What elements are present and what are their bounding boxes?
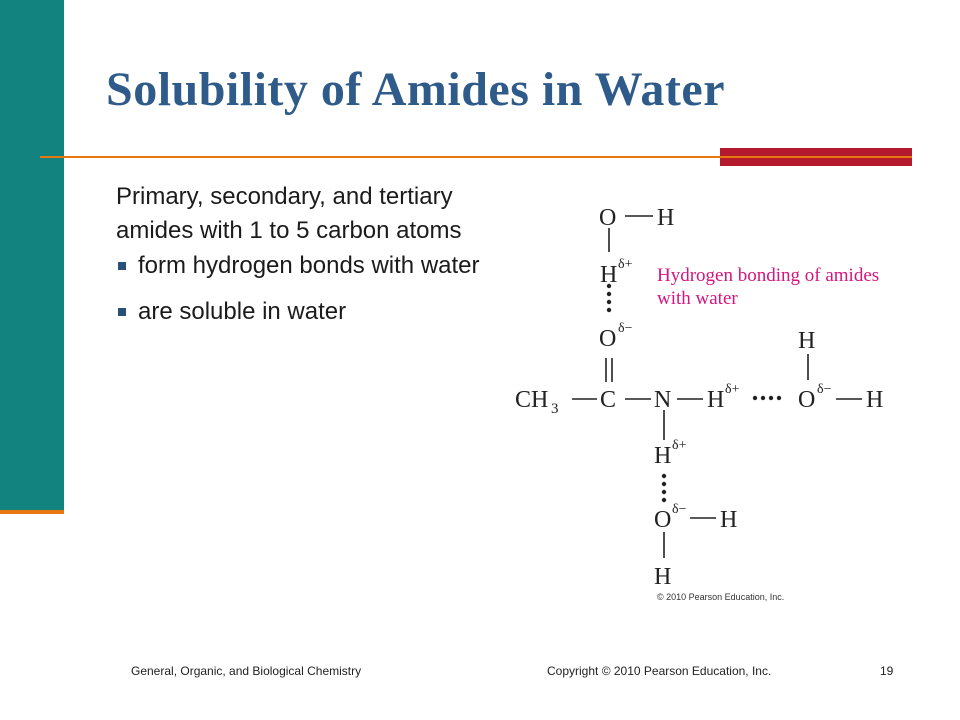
sidebar-accent-base xyxy=(0,510,64,514)
hydrogen-bond-dots xyxy=(607,284,781,502)
diagram-caption-line-1: Hydrogen bonding of amides xyxy=(657,265,880,286)
atom-label: H xyxy=(866,387,884,413)
partial-charge-label: δ+ xyxy=(618,257,633,272)
bullet-square-icon xyxy=(118,262,126,270)
slide-body xyxy=(116,180,516,342)
atom-label: N xyxy=(654,387,672,413)
atom-label: H xyxy=(654,564,672,590)
footer-copyright: Copyright © 2010 Pearson Education, Inc. xyxy=(547,664,772,678)
atom-label: H xyxy=(654,443,672,469)
partial-charge-label: δ− xyxy=(817,382,832,397)
bullet-list xyxy=(116,250,516,328)
partial-charge-label: δ+ xyxy=(725,382,740,397)
subscript-label: 3 xyxy=(551,401,559,417)
atom-label: H xyxy=(600,262,618,288)
diagram-credit: © 2010 Pearson Education, Inc. xyxy=(657,592,785,602)
title-divider-accent-line xyxy=(720,156,912,158)
intro-text: Primary, secondary, and tertiary amides with 1 to 5 carbon atoms xyxy=(116,183,462,244)
footer-page-number: 19 xyxy=(880,664,894,678)
structure-svg xyxy=(505,188,950,608)
slide-title: Solubility of Amides in Water xyxy=(106,63,726,116)
diagram-caption-line-2: with water xyxy=(657,288,738,309)
atom-label: CH xyxy=(515,387,549,413)
bullet-item xyxy=(116,296,516,328)
atom-label: O xyxy=(798,387,816,413)
atom-label: H xyxy=(707,387,725,413)
atom-label: H xyxy=(798,328,816,354)
atom-label: C xyxy=(600,387,617,413)
atom-label: O xyxy=(599,326,617,352)
bullet-square-icon xyxy=(118,308,126,316)
atom-label: H xyxy=(657,205,675,231)
bullet-text: are soluble in water xyxy=(138,298,347,325)
bullet-item xyxy=(116,250,516,282)
atom-label: H xyxy=(720,507,738,533)
atom-label: O xyxy=(599,205,617,231)
footer-course-title: General, Organic, and Biological Chemistry xyxy=(131,664,362,678)
bullet-text: form hydrogen bonds with water xyxy=(138,252,480,279)
partial-charge-label: δ− xyxy=(672,502,687,517)
atom-label: O xyxy=(654,507,672,533)
partial-charge-label: δ+ xyxy=(672,438,687,453)
hydrogen-bonding-diagram xyxy=(505,188,950,608)
partial-charge-label: δ− xyxy=(618,321,633,336)
sidebar-accent-bar xyxy=(0,0,64,512)
